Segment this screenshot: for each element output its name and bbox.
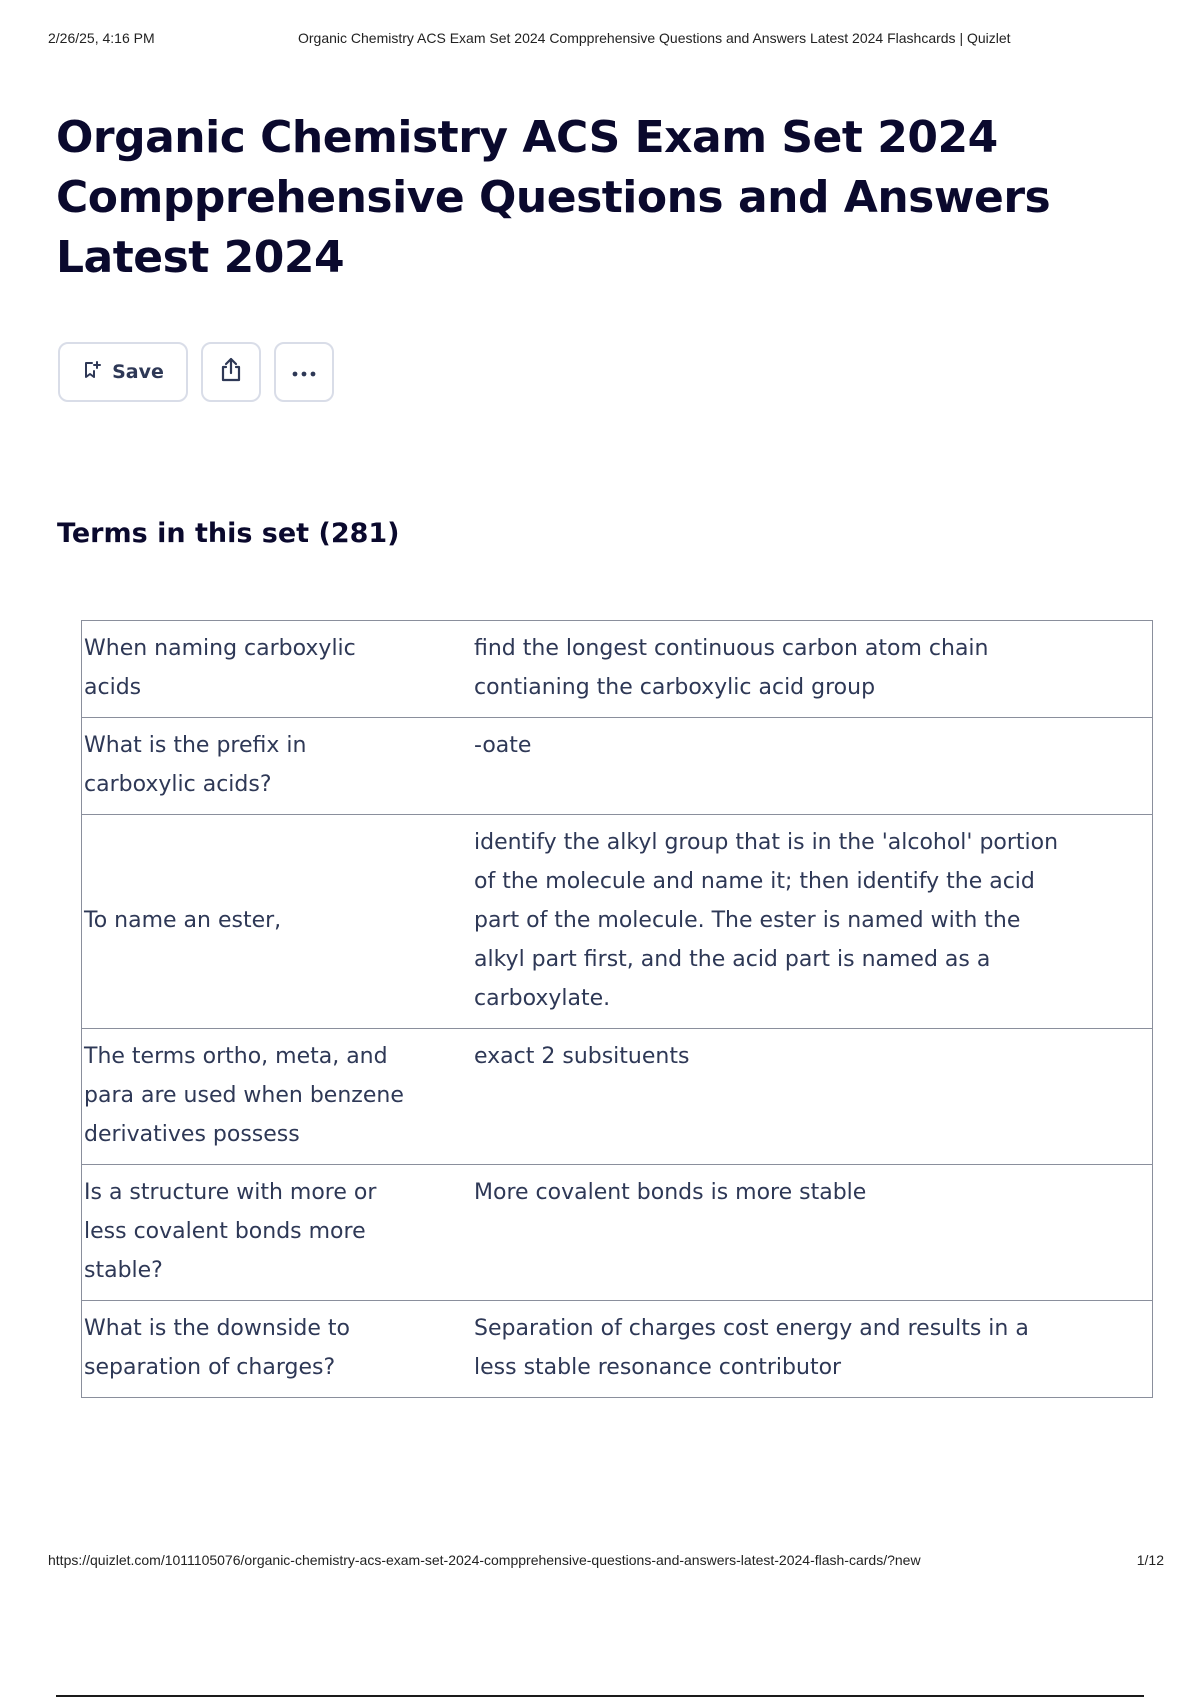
term-cell: To name an ester, <box>82 815 425 1029</box>
definition-cell: exact 2 subsituents <box>424 1029 1153 1165</box>
table-row <box>82 621 1153 718</box>
print-footer <box>48 1552 1164 1572</box>
table-row <box>82 815 1153 1029</box>
term-cell: Is a structure with more or less covalent bonds more stable? <box>82 1165 425 1301</box>
term-cell: When naming carboxylic acids <box>82 621 425 718</box>
page-number: 1/12 <box>1136 1552 1164 1568</box>
table-row <box>82 718 1153 815</box>
print-doc-title: Organic Chemistry ACS Exam Set 2024 Compprehensive Questions and Answers Latest 2024 Flashcards | Quizlet <box>298 30 1011 46</box>
share-icon <box>217 356 245 388</box>
print-date: 2/26/25, 4:16 PM <box>48 30 155 46</box>
definition-cell: find the longest continuous carbon atom chain contianing the carboxylic acid group <box>424 621 1153 718</box>
terms-heading: Terms in this set (281) <box>57 518 400 549</box>
more-dots-icon <box>290 363 318 382</box>
term-cell: What is the prefix in carboxylic acids? <box>82 718 425 815</box>
definition-cell: More covalent bonds is more stable <box>424 1165 1153 1301</box>
terms-table <box>81 620 1153 1398</box>
definition-cell: identify the alkyl group that is in the 'alcohol' portion of the molecule and name it; then identify the acid part of the molecule. The ester is named with the alkyl part first, and the acid part is named as a carboxylate. <box>424 815 1153 1029</box>
save-label: Save <box>112 361 164 383</box>
more-options-button[interactable] <box>274 342 334 402</box>
term-cell: The terms ortho, meta, and para are used when benzene derivatives possess <box>82 1029 425 1165</box>
definition-cell: -oate <box>424 718 1153 815</box>
term-cell: What is the downside to separation of charges? <box>82 1301 425 1398</box>
print-header <box>48 30 1152 50</box>
table-row <box>82 1029 1153 1165</box>
save-button[interactable] <box>58 342 188 402</box>
page-divider <box>56 1695 1144 1697</box>
action-bar <box>58 342 334 402</box>
share-button[interactable] <box>201 342 261 402</box>
table-row <box>82 1301 1153 1398</box>
bookmark-plus-icon <box>82 360 102 385</box>
table-row <box>82 1165 1153 1301</box>
definition-cell: Separation of charges cost energy and results in a less stable resonance contributor <box>424 1301 1153 1398</box>
print-url: https://quizlet.com/1011105076/organic-chemistry-acs-exam-set-2024-compprehensive-questions-and-answers-latest-2024-flash-cards/?new <box>48 1552 921 1568</box>
page-title: Organic Chemistry ACS Exam Set 2024 Compprehensive Questions and Answers Latest 2024 <box>56 112 1051 283</box>
